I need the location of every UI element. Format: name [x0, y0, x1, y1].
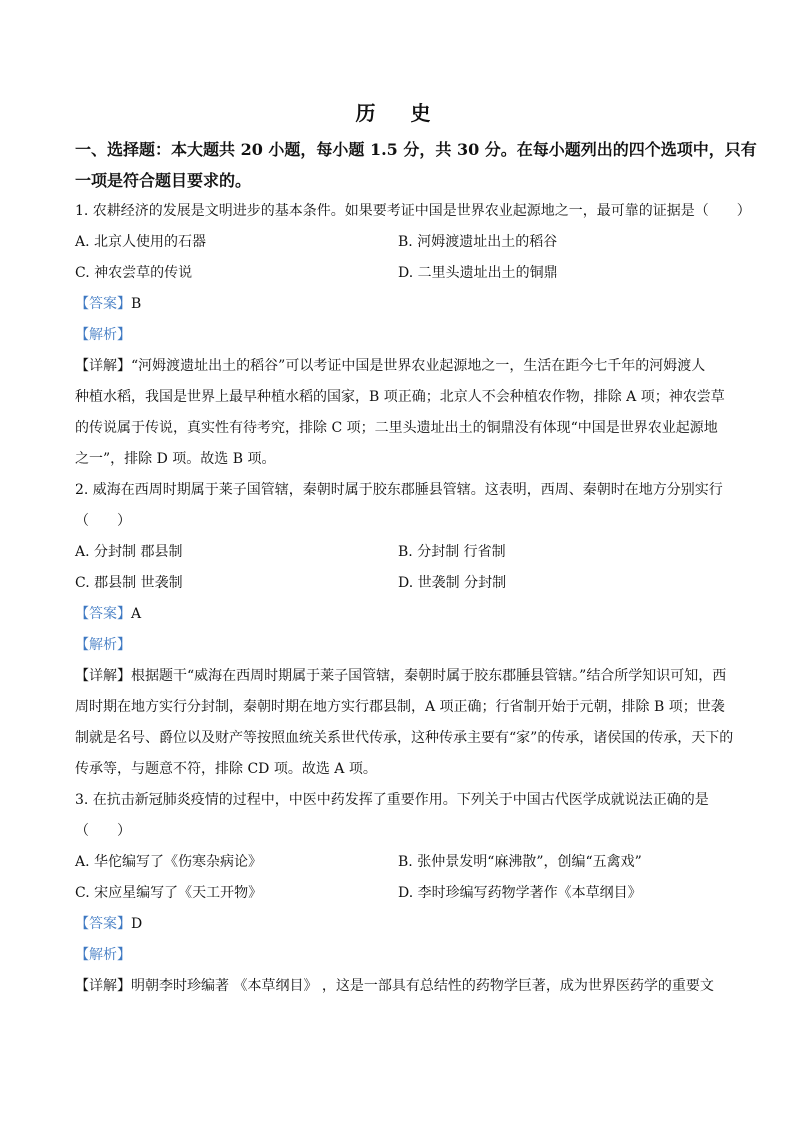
option: A. 华佗编写了《伤寒杂病论》	[75, 854, 263, 870]
detail-line	[75, 971, 735, 1002]
document-body	[75, 134, 757, 1002]
question-stem: 2. 威海在西周时期属于莱子国管辖，秦朝时属于胶东郡腄县管辖。这表明，西周、秦朝时在地方分别实行	[75, 482, 723, 498]
options-row	[75, 568, 735, 599]
option: D. 世袭制 分封制	[398, 575, 507, 591]
options-row	[75, 847, 735, 878]
detail-line	[75, 754, 735, 785]
answer-line	[75, 599, 735, 630]
options-row	[75, 227, 735, 258]
analysis-label: 【解析】	[75, 947, 131, 963]
detail-text: 制就是名号、爵位以及财产等按照血统关系世代传承，这种传承主要有“家”的传承，诸侯国的传承，天下的	[75, 730, 734, 746]
detail-line	[75, 723, 735, 754]
detail-label: 【详解】	[75, 668, 131, 684]
answer-line	[75, 909, 735, 940]
detail-label: 【详解】	[75, 358, 131, 374]
detail-text: 传承等，与题意不符，排除 CD 项。故选 A 项。	[75, 761, 377, 777]
options-row	[75, 537, 735, 568]
detail-text: 明朝李时珍编著 《本草纲目》 ，这是一部具有总结性的药物学巨著，成为世界医药学的重要文	[131, 978, 714, 994]
option: C. 郡县制 世袭制	[75, 575, 183, 591]
analysis-label: 【解析】	[75, 327, 131, 343]
question-stem: 1. 农耕经济的发展是文明进步的基本条件。如果要考证中国是世界农业起源地之一，最可靠的证据是（ ）	[75, 203, 751, 219]
option: D. 二里头遗址出土的铜鼎	[398, 265, 558, 281]
section-heading: 一、选择题：本大题共 20 小题，每小题 1.5 分，共 30 分。在每小题列出的四个选项中，只有	[75, 140, 757, 159]
detail-line	[75, 382, 735, 413]
answer-value: D	[131, 916, 143, 932]
detail-text: 的传说属于传说，真实性有待考究，排除 C 项；二里头遗址出土的铜鼎没有体现“中国是世界农业起源地	[75, 420, 718, 436]
detail-line	[75, 351, 735, 382]
detail-text: 根据题干“威海在西周时期属于莱子国管辖，秦朝时属于胶东郡腄县管辖。”结合所学知识可知，西	[131, 668, 727, 684]
page-title: 历 史	[355, 101, 445, 125]
answer-value: A	[131, 606, 142, 622]
detail-line	[75, 661, 735, 692]
answer-label: 【答案】	[75, 916, 131, 932]
detail-line	[75, 444, 735, 475]
detail-line	[75, 692, 735, 723]
detail-text: 之一”，排除 D 项。故选 B 项。	[75, 451, 276, 467]
option: A. 北京人使用的石器	[75, 234, 207, 250]
detail-text: “河姆渡遗址出土的稻谷”可以考证中国是世界农业起源地之一，生活在距今七千年的河姆渡人	[131, 358, 706, 374]
option: A. 分封制 郡县制	[75, 544, 183, 560]
option: D. 李时珍编写药物学著作《本草纲目》	[398, 885, 642, 901]
detail-text: 种植水稻，我国是世界上最早种植水稻的国家，B 项正确；北京人不会种植农作物，排除 A 项；神农尝草	[75, 389, 725, 405]
answer-line	[75, 289, 735, 320]
answer-label: 【答案】	[75, 606, 131, 622]
answer-value: B	[131, 296, 142, 312]
option: C. 宋应星编写了《天工开物》	[75, 885, 263, 901]
question-stem: （ ）	[75, 513, 131, 529]
question-stem: （ ）	[75, 823, 131, 839]
answer-label: 【答案】	[75, 296, 131, 312]
options-row	[75, 258, 735, 289]
analysis-label: 【解析】	[75, 637, 131, 653]
section-heading: 一项是符合题目要求的。	[75, 171, 252, 190]
detail-line	[75, 413, 735, 444]
option: B. 河姆渡遗址出土的稻谷	[398, 234, 558, 250]
options-row	[75, 878, 735, 909]
option: B. 分封制 行省制	[398, 544, 506, 560]
detail-text: 周时期在地方实行分封制，秦朝时期在地方实行郡县制，A 项正确；行省制开始于元朝，排除 B 项；世袭	[75, 699, 725, 715]
detail-label: 【详解】	[75, 978, 131, 994]
option: C. 神农尝草的传说	[75, 265, 193, 281]
option: B. 张仲景发明“麻沸散”，创编“五禽戏”	[398, 854, 642, 870]
question-stem: 3. 在抗击新冠肺炎疫情的过程中，中医中药发挥了重要作用。下列关于中国古代医学成就说法正确的是	[75, 792, 709, 808]
